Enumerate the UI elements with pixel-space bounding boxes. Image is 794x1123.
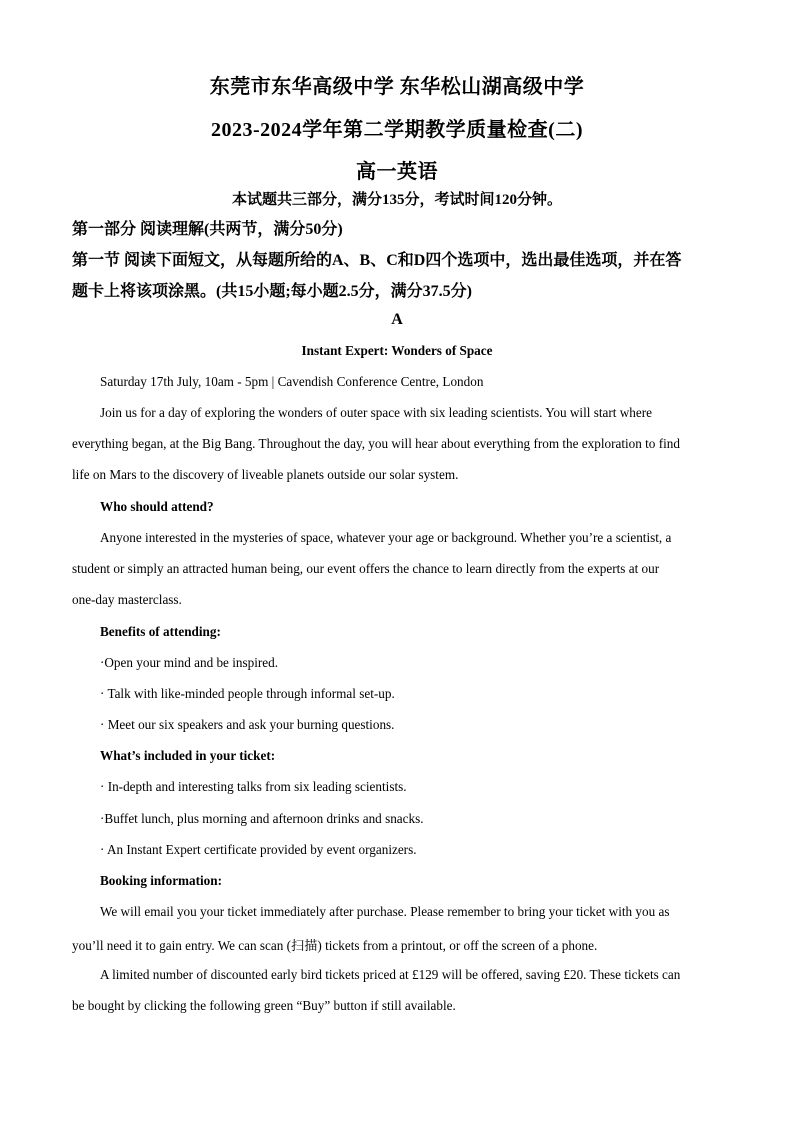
who-line: Anyone interested in the mysteries of space, whatever your age or background. Whether you’re a scientist, a [100,530,672,545]
exam-title: 2023-2024学年第二学期教学质量检查(二) [211,119,583,141]
who-heading: Who should attend? [100,499,214,514]
benefit-item: · Meet our six speakers and ask your burning questions. [100,717,395,732]
who-line: one-day masterclass. [72,592,182,607]
exam-info: 本试题共三部分，满分135分，考试时间120分钟。 [231,192,562,208]
subject-title: 高一英语 [356,161,438,183]
part1-heading: 第一部分 阅读理解(共两节，满分50分) [72,221,343,238]
booking-line: We will email you your ticket immediately after purchase. Please remember to bring your ticket with you as [100,904,670,919]
passage-letter: A [391,311,403,328]
intro-line: life on Mars to the discovery of liveable planets outside our solar system. [72,467,459,482]
included-item: · In-depth and interesting talks from six leading scientists. [100,779,407,794]
booking-line: A limited number of discounted early bird tickets priced at £129 will be offered, saving £20. These tickets can [100,967,681,982]
passage-title: Instant Expert: Wonders of Space [301,343,493,358]
who-line: student or simply an attracted human being, our event offers the chance to learn directly from the experts at our [72,561,660,576]
school-title: 东莞市东华高级中学 东华松山湖高级中学 [209,76,585,98]
benefits-heading: Benefits of attending: [100,624,221,639]
section1-instructions-line1: 第一节 阅读下面短文，从每题所给的A、B、C和D四个选项中，选出最佳选项，并在答 [72,252,682,269]
booking-heading: Booking information: [100,873,222,888]
benefit-item: · Talk with like-minded people through informal set-up. [100,686,395,701]
booking-line: you’ll need it to gain entry. We can scan (扫描) tickets from a printout, or off the screen of a phone. [72,938,598,953]
included-item: · An Instant Expert certificate provided by event organizers. [100,842,417,857]
included-heading: What’s included in your ticket: [100,748,276,763]
booking-line: be bought by clicking the following green “Buy” button if still available. [72,998,456,1013]
benefit-item: ·Open your mind and be inspired. [100,655,278,670]
intro-line: Join us for a day of exploring the wonders of outer space with six leading scientists. You will start where [100,405,652,420]
included-item: ·Buffet lunch, plus morning and afternoon drinks and snacks. [100,811,424,826]
intro-line: everything began, at the Big Bang. Throughout the day, you will hear about everything from the exploration to find [72,436,680,451]
section1-instructions-line2: 题卡上将该项涂黑。(共15小题;每小题2.5分，满分37.5分) [72,283,472,300]
event-info: Saturday 17th July, 10am - 5pm | Cavendish Conference Centre, London [100,374,484,389]
